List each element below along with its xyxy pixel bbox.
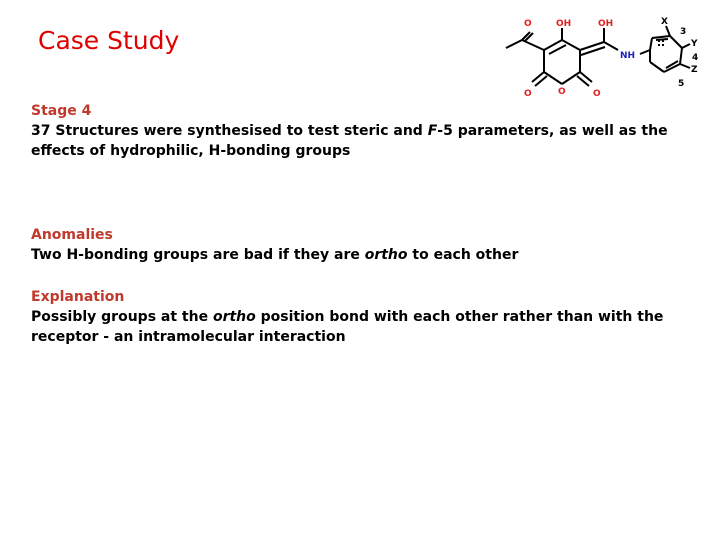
anomalies-text-part: to each other bbox=[407, 247, 519, 263]
anomalies-heading: Anomalies bbox=[31, 227, 113, 243]
explanation-section bbox=[31, 287, 711, 347]
explanation-text-part: position bond with each other rather than with the receptor - an intramolecular interaction bbox=[31, 309, 664, 345]
position-3-label: 3 bbox=[680, 27, 687, 37]
explanation-heading: Explanation bbox=[31, 289, 125, 305]
ring-oxygen-label: O bbox=[558, 87, 566, 97]
z-label: Z bbox=[691, 65, 698, 75]
oxygen-label: O bbox=[524, 89, 532, 99]
explanation-text-part: Possibly groups at the bbox=[31, 309, 213, 325]
chemical-structure bbox=[500, 10, 705, 100]
position-5-label: 5 bbox=[678, 79, 685, 89]
page-title: Case Study bbox=[38, 26, 180, 55]
oxygen-label: O bbox=[593, 89, 601, 99]
stage4-heading: Stage 4 bbox=[31, 103, 92, 119]
explanation-text-italic: ortho bbox=[212, 309, 256, 325]
stage4-text-part: -5 parameters, as well as the effects of hydrophilic, H-bonding groups bbox=[31, 123, 668, 159]
stage4-text-part: 37 Structures were synthesised to test steric and bbox=[31, 123, 428, 139]
amine-label: NH bbox=[620, 51, 636, 61]
anomalies-text bbox=[31, 245, 711, 265]
hydroxyl-label: OH bbox=[556, 19, 572, 29]
explanation-text bbox=[31, 307, 711, 347]
anomalies-text-italic: ortho bbox=[364, 247, 408, 263]
stage4-section bbox=[31, 101, 711, 161]
position-4-label: 4 bbox=[692, 53, 699, 63]
x-label: X bbox=[661, 17, 668, 27]
oxygen-label: O bbox=[524, 19, 532, 29]
y-label: Y bbox=[691, 39, 698, 49]
anomalies-section bbox=[31, 225, 711, 265]
anomalies-text-part: Two H-bonding groups are bad if they are bbox=[31, 247, 365, 263]
hydroxyl-label: OH bbox=[598, 19, 614, 29]
stage4-text-italic: F bbox=[427, 123, 438, 139]
stage4-text bbox=[31, 121, 711, 161]
